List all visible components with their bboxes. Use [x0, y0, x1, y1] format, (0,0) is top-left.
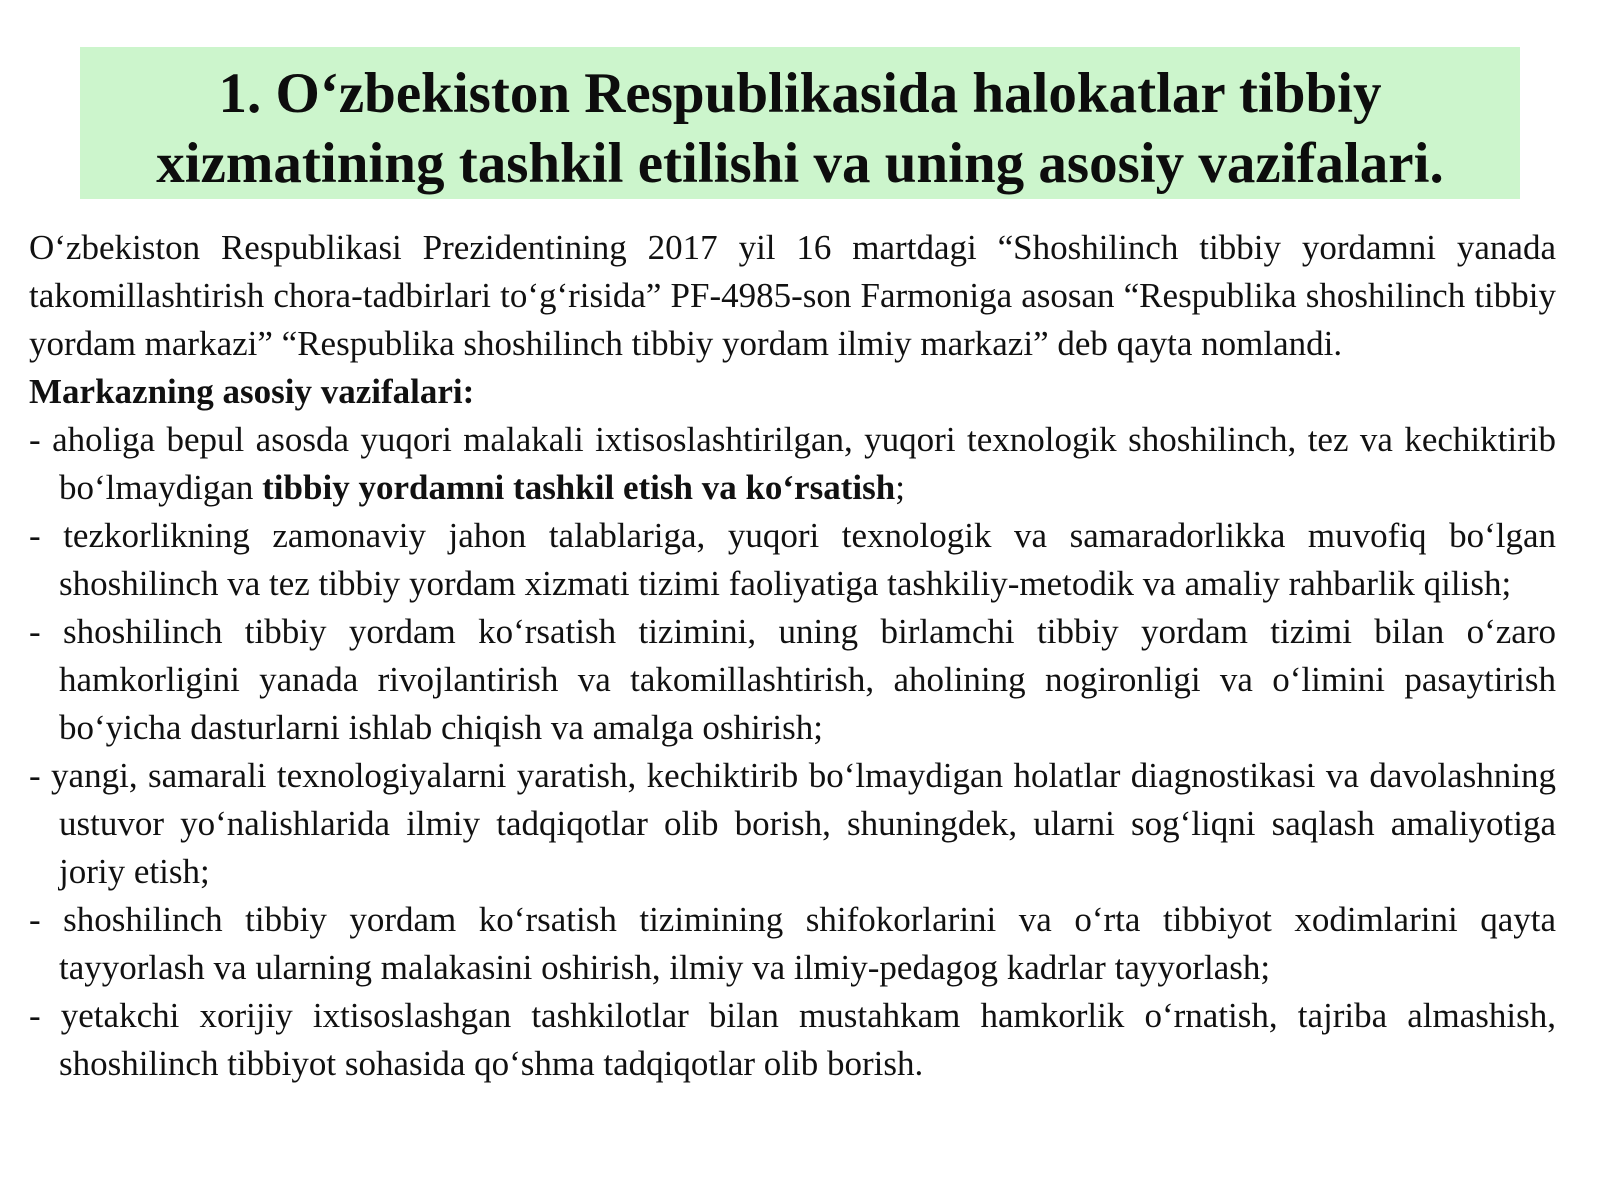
task-text: - aholiga bepul asosda yuqori malakali ixtisoslashtirilgan, yuqori texnologik shoshilinch, tez va kechiktirib bo‘lmaydigan [29, 420, 1556, 507]
intro-paragraph: O‘zbekiston Respublikasi Prezidentining 2017 yil 16 martdagi “Shoshilinch tibbiy yordamni yanada takomillashtirish chora-tadbirlari to‘g‘risida” PF-4985-son Farmoniga asosan “Respublika shoshilinch tibbiy yordam markazi” “Respublika shoshilinch tibbiy yordam ilmiy markazi” deb qayta nomlandi. [29, 228, 1556, 363]
document-body [29, 224, 1556, 1088]
list-item [29, 416, 1556, 512]
title-banner [80, 47, 1520, 199]
task-text-end: ; [895, 468, 905, 507]
task-emphasis: tibbiy yordamni tashkil etish va ko‘rsatish [262, 468, 896, 507]
list-item: - yangi, samarali texnologiyalarni yaratish, kechiktirib bo‘lmaydigan holatlar diagnostikasi va davolashning ustuvor yo‘nalishlarida ilmiy tadqiqotlar olib borish, shuningdek, ularni sog‘liqni saqlash amaliyotiga joriy etish; [29, 756, 1556, 891]
list-item: - shoshilinch tibbiy yordam ko‘rsatish tizimining shifokorlarini va o‘rta tibbiyot xodimlarini qayta tayyorlash va ularning malakasini oshirish, ilmiy va ilmiy-pedagog kadrlar tayyorlash; [29, 900, 1556, 987]
tasks-list [29, 416, 1556, 1088]
page-title-line-2: xizmatining tashkil etilishi va uning asosiy vazifalari. [156, 132, 1444, 195]
list-item: - shoshilinch tibbiy yordam ko‘rsatish tizimini, uning birlamchi tibbiy yordam tizimi bilan o‘zaro hamkorligini yanada rivojlantirish va takomillashtirish, aholining nogironligi va o‘limini pasaytirish bo‘yicha dasturlarni ishlab chiqish va amalga oshirish; [29, 612, 1556, 747]
tasks-heading: Markazning asosiy vazifalari: [29, 372, 475, 411]
list-item: - yetakchi xorijiy ixtisoslashgan tashkilotlar bilan mustahkam hamkorlik o‘rnatish, tajriba almashish, shoshilinch tibbiyot sohasida qo‘shma tadqiqotlar olib borish. [29, 996, 1556, 1083]
page-title-line-1: 1. O‘zbekiston Respublikasida halokatlar tibbiy [218, 62, 1382, 125]
list-item: - tezkorlikning zamonaviy jahon talablariga, yuqori texnologik va samaradorlikka muvofiq bo‘lgan shoshilinch va tez tibbiy yordam xizmati tizimi faoliyatiga tashkiliy-metodik va amaliy rahbarlik qilish; [29, 516, 1556, 603]
